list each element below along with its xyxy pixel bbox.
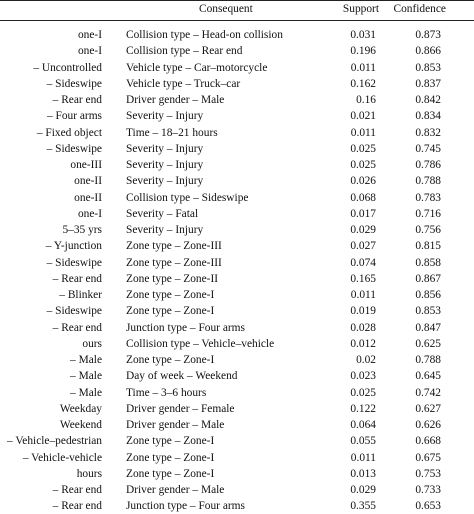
cell-confidence: 0.653 [415,500,441,513]
cell-support: 0.064 [350,419,376,431]
cell-antecedent: hours [76,467,102,480]
cell-support: 0.162 [350,77,376,90]
table-row [0,320,474,336]
cell-consequent: Time – 18–21 hours [126,126,218,139]
cell-antecedent: ours [82,337,102,350]
cell-antecedent: – Sideswipe [46,77,102,90]
cell-support: 0.122 [350,402,376,415]
cell-confidence: 0.625 [415,337,441,350]
table-row [0,43,474,59]
cell-support: 0.031 [350,29,376,41]
cell-antecedent: – Sideswipe [46,256,102,269]
cell-support: 0.026 [350,175,376,188]
cell-consequent: Collision type – Vehicle–vehicle [126,337,275,350]
cell-consequent: Zone type – Zone-I [126,467,215,480]
cell-antecedent: – Sideswipe [46,305,102,318]
cell-consequent: Severity – Fatal [126,207,199,220]
table-row [0,222,474,238]
table-row [0,206,474,222]
cell-consequent: Zone type – Zone-I [126,305,215,318]
cell-support: 0.355 [350,500,376,513]
cell-consequent: Collision type – Rear end [126,45,243,58]
cell-consequent: Junction type – Four arms [126,321,245,334]
cell-confidence: 0.834 [415,110,441,123]
cell-confidence: 0.788 [415,175,441,188]
cell-confidence: 0.866 [415,45,441,58]
cell-consequent: Zone type – Zone-II [126,272,219,285]
cell-support: 0.011 [350,289,376,301]
cell-consequent: Driver gender – Male [126,94,225,106]
cell-consequent: Severity – Injury [126,224,204,236]
cell-support: 0.025 [350,159,376,171]
cell-antecedent: – Male [70,386,102,399]
cell-confidence: 0.788 [415,354,441,366]
cell-consequent: Zone type – Zone-I [126,354,215,366]
cell-antecedent: – Uncontrolled [33,61,102,74]
cell-support: 0.029 [350,224,376,236]
table-row [0,238,474,254]
cell-consequent: Severity – Injury [126,159,204,171]
cell-consequent: Vehicle type – Car–motorcycle [126,61,268,74]
cell-confidence: 0.742 [415,386,441,399]
cell-support: 0.019 [350,305,376,318]
cell-support: 0.029 [350,484,376,496]
cell-consequent: Driver gender – Female [126,402,235,415]
header-consequent: Consequent [199,3,253,15]
header-confidence: Confidence [393,3,446,15]
table-row [0,157,474,173]
cell-consequent: Collision type – Head-on collision [126,29,283,41]
cell-antecedent: – Rear end [52,500,102,513]
cell-antecedent: – Rear end [52,484,102,496]
cell-confidence: 0.858 [415,256,441,269]
cell-confidence: 0.783 [415,191,441,204]
cell-support: 0.074 [350,256,376,269]
cell-consequent: Driver gender – Male [126,484,225,496]
cell-confidence: 0.675 [415,451,441,464]
cell-support: 0.16 [356,94,376,106]
table-row [0,417,474,433]
cell-support: 0.165 [350,272,376,285]
table-row [0,401,474,417]
cell-support: 0.068 [350,191,376,204]
table-row [0,173,474,189]
cell-support: 0.025 [350,386,376,399]
cell-antecedent: – Male [70,370,102,383]
cell-consequent: Zone type – Zone-I [126,435,215,448]
table-row [0,303,474,319]
cell-confidence: 0.626 [415,419,441,431]
cell-consequent: Zone type – Zone-III [126,240,222,253]
table-row [0,125,474,141]
table-header-rule [0,20,474,21]
cell-antecedent: one-I [77,29,102,41]
cell-antecedent: – Sideswipe [46,142,102,155]
cell-support: 0.011 [350,61,376,74]
cell-support: 0.196 [350,45,376,58]
cell-support: 0.013 [350,467,376,480]
table-row [0,255,474,271]
table-row [0,466,474,482]
cell-confidence: 0.786 [415,159,441,171]
cell-antecedent: Weekend [59,419,102,431]
cell-antecedent: – Four arms [46,110,102,123]
cell-consequent: Vehicle type – Truck–car [126,77,241,90]
cell-antecedent: – Y-junction [45,240,102,253]
table-row [0,352,474,368]
cell-confidence: 0.832 [415,126,441,139]
cell-support: 0.011 [350,126,376,139]
cell-consequent: Day of week – Weekend [126,370,238,383]
cell-antecedent: one-III [70,159,102,171]
cell-antecedent: one-I [77,45,102,58]
cell-confidence: 0.756 [415,224,441,236]
table-row [0,108,474,124]
cell-antecedent: – Vehicle-vehicle [22,451,102,464]
cell-consequent: Time – 3–6 hours [126,386,207,399]
cell-confidence: 0.733 [415,484,441,496]
table-row [0,433,474,449]
cell-confidence: 0.867 [415,272,441,285]
cell-support: 0.021 [350,110,376,123]
table-row [0,287,474,303]
table-row [0,271,474,287]
cell-antecedent: – Rear end [52,272,102,285]
cell-consequent: Zone type – Zone-I [126,451,215,464]
table-row [0,76,474,92]
header-support: Support [342,3,379,15]
cell-confidence: 0.842 [415,94,441,106]
cell-support: 0.011 [350,451,376,464]
cell-support: 0.02 [356,354,376,366]
cell-support: 0.028 [350,321,376,334]
cell-confidence: 0.856 [415,289,441,301]
cell-antecedent: – Rear end [52,94,102,106]
cell-consequent: Severity – Injury [126,142,204,155]
cell-antecedent: Weekday [59,402,102,415]
cell-confidence: 0.745 [415,142,441,155]
cell-consequent: Severity – Injury [126,175,204,188]
cell-consequent: Driver gender – Male [126,419,225,431]
table-header-row [0,1,474,17]
cell-confidence: 0.847 [415,321,441,334]
cell-confidence: 0.837 [415,77,441,90]
cell-support: 0.023 [350,370,376,383]
cell-consequent: Junction type – Four arms [126,500,245,513]
table-row [0,141,474,157]
table-row [0,498,474,514]
table-row [0,336,474,352]
cell-confidence: 0.753 [415,467,441,480]
cell-confidence: 0.815 [415,240,441,253]
cell-support: 0.025 [350,142,376,155]
cell-support: 0.055 [350,435,376,448]
cell-antecedent: one-II [74,191,102,204]
table-row [0,60,474,76]
cell-antecedent: – Male [70,354,102,366]
cell-antecedent: – Vehicle–pedestrian [7,435,102,448]
cell-support: 0.017 [350,207,376,220]
table-row [0,27,474,43]
cell-confidence: 0.873 [415,29,441,41]
cell-confidence: 0.853 [415,61,441,74]
cell-antecedent: one-II [74,175,102,188]
cell-consequent: Zone type – Zone-III [126,256,222,269]
table-row [0,368,474,384]
cell-antecedent: – Blinker [59,289,102,301]
table-row [0,190,474,206]
cell-support: 0.027 [350,240,376,253]
cell-confidence: 0.645 [415,370,441,383]
cell-confidence: 0.627 [415,402,441,415]
cell-consequent: Zone type – Zone-I [126,289,215,301]
table-row [0,92,474,108]
cell-consequent: Severity – Injury [126,110,204,123]
cell-consequent: Collision type – Sideswipe [126,191,249,204]
table-row [0,385,474,401]
cell-antecedent: – Fixed object [36,126,102,139]
cell-antecedent: – Rear end [52,321,102,334]
table-row [0,482,474,498]
cell-antecedent: one-I [77,207,102,220]
cell-confidence: 0.716 [415,207,441,220]
cell-confidence: 0.853 [415,305,441,318]
cell-confidence: 0.668 [415,435,441,448]
cell-support: 0.012 [350,337,376,350]
table-row [0,450,474,466]
cell-antecedent: 5–35 yrs [62,224,102,236]
